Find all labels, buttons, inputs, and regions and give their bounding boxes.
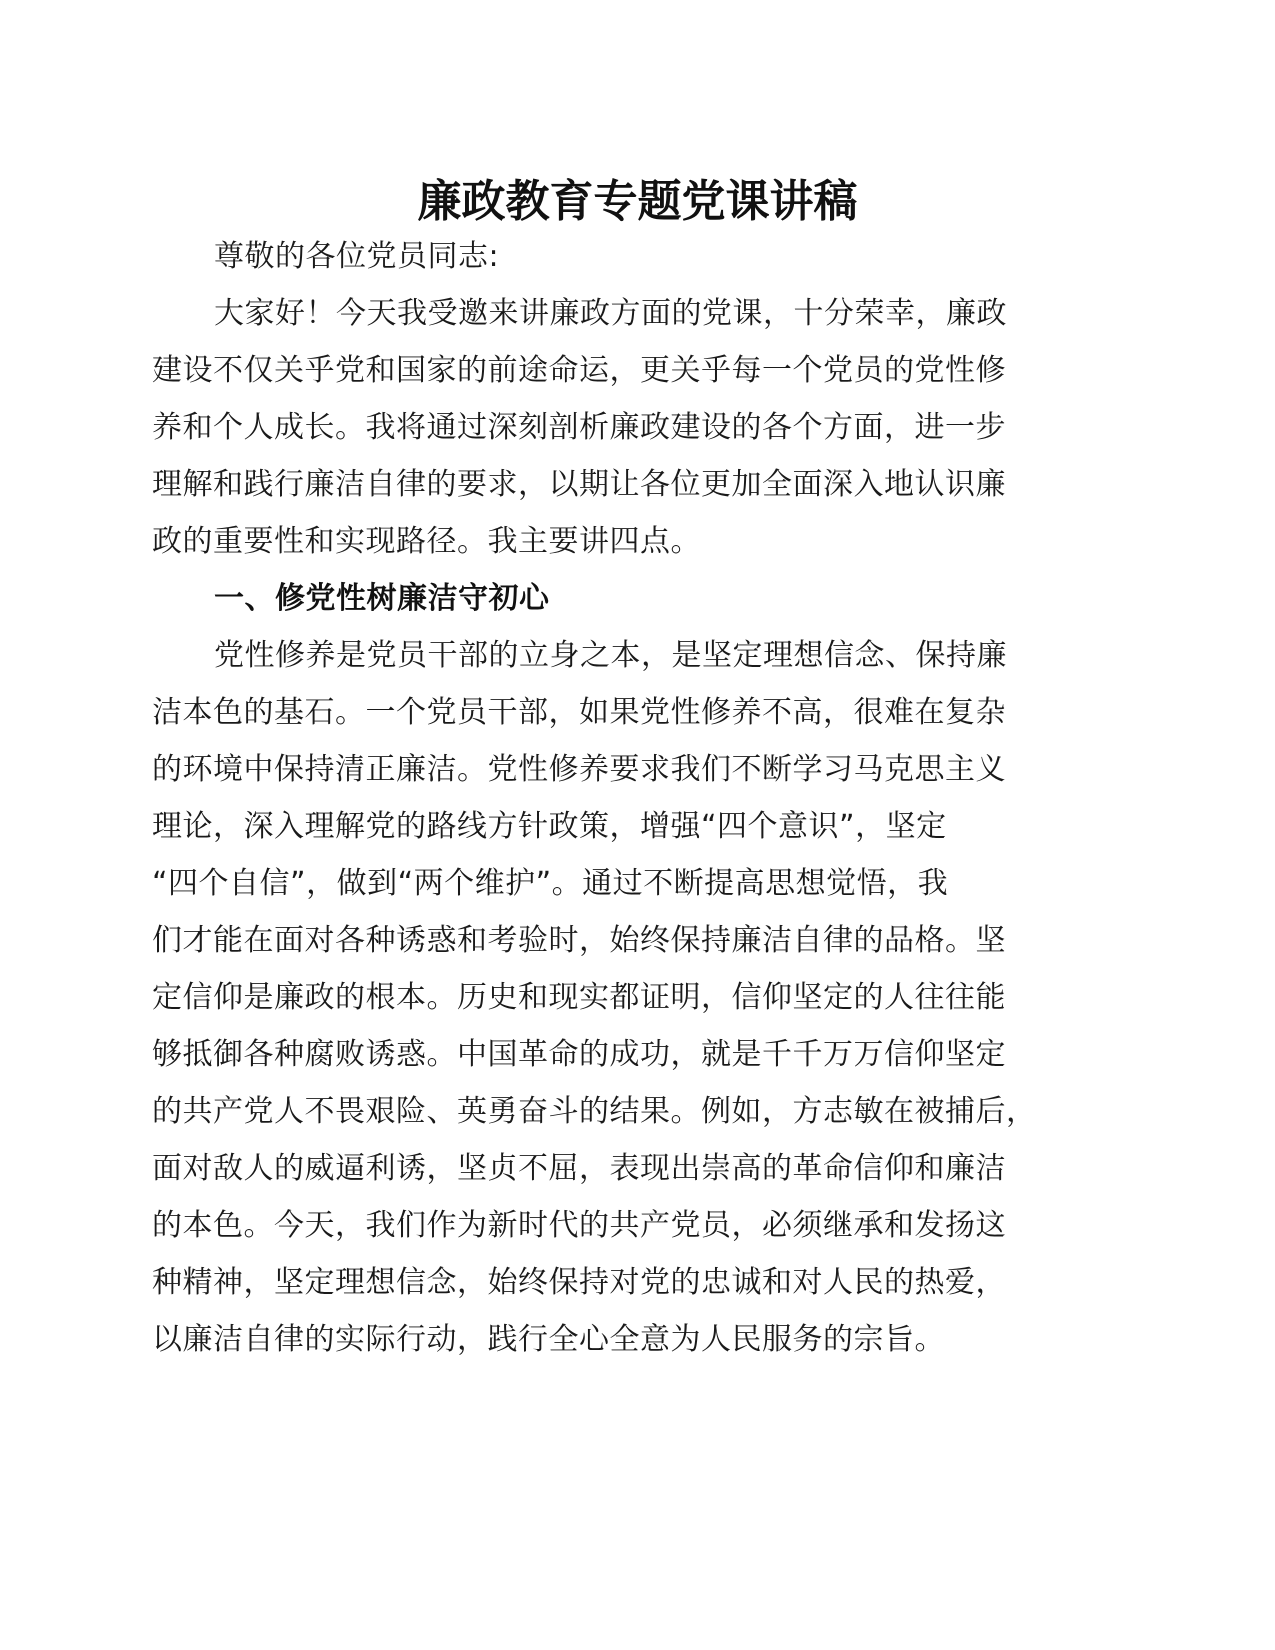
body-line: 以廉洁自律的实际行动，践行全心全意为人民服务的宗旨。 [152, 1322, 945, 1357]
document-title: 廉政教育专题党课讲稿 [417, 176, 858, 227]
body-line: 面对敌人的威逼利诱，坚贞不屈，表现出崇高的革命信仰和廉洁 [152, 1151, 1006, 1186]
body-line: 的共产党人不畏艰险、英勇奋斗的结果。例如，方志敏在被捕后， [152, 1094, 1037, 1129]
body-line: 的本色。今天，我们作为新时代的共产党员，必须继承和发扬这 [152, 1208, 1006, 1243]
body-line: 洁本色的基石。一个党员干部，如果党性修养不高，很难在复杂 [152, 695, 1006, 730]
section-heading: 一、修党性树廉洁守初心 [214, 581, 550, 616]
body-line: 理解和践行廉洁自律的要求，以期让各位更加全面深入地认识廉 [152, 467, 1006, 502]
body-line: 的环境中保持清正廉洁。党性修养要求我们不断学习马克思主义 [152, 752, 1006, 787]
body-line: 党性修养是党员干部的立身之本，是坚定理想信念、保持廉 [214, 638, 1007, 673]
salutation-line: 尊敬的各位党员同志: [214, 239, 500, 274]
body-line: 理论，深入理解党的路线方针政策，增强“四个意识”，坚定 [152, 809, 947, 844]
body-line: “四个自信”，做到“两个维护”。通过不断提高思想觉悟，我 [152, 866, 949, 901]
body-line: 建设不仅关乎党和国家的前途命运，更关乎每一个党员的党性修 [152, 353, 1006, 388]
body-line: 种精神，坚定理想信念，始终保持对党的忠诚和对人民的热爱， [152, 1265, 1006, 1300]
body-line: 养和个人成长。我将通过深刻剖析廉政建设的各个方面，进一步 [152, 410, 1006, 445]
body-line: 政的重要性和实现路径。我主要讲四点。 [152, 524, 701, 559]
body-line: 定信仰是廉政的根本。历史和现实都证明，信仰坚定的人往往能 [152, 980, 1006, 1015]
body-line: 够抵御各种腐败诱惑。中国革命的成功，就是千千万万信仰坚定 [152, 1037, 1006, 1072]
document-body [152, 228, 1067, 1368]
body-line: 们才能在面对各种诱惑和考验时，始终保持廉洁自律的品格。坚 [152, 923, 1006, 958]
body-line: 大家好！今天我受邀来讲廉政方面的党课，十分荣幸，廉政 [214, 296, 1007, 331]
